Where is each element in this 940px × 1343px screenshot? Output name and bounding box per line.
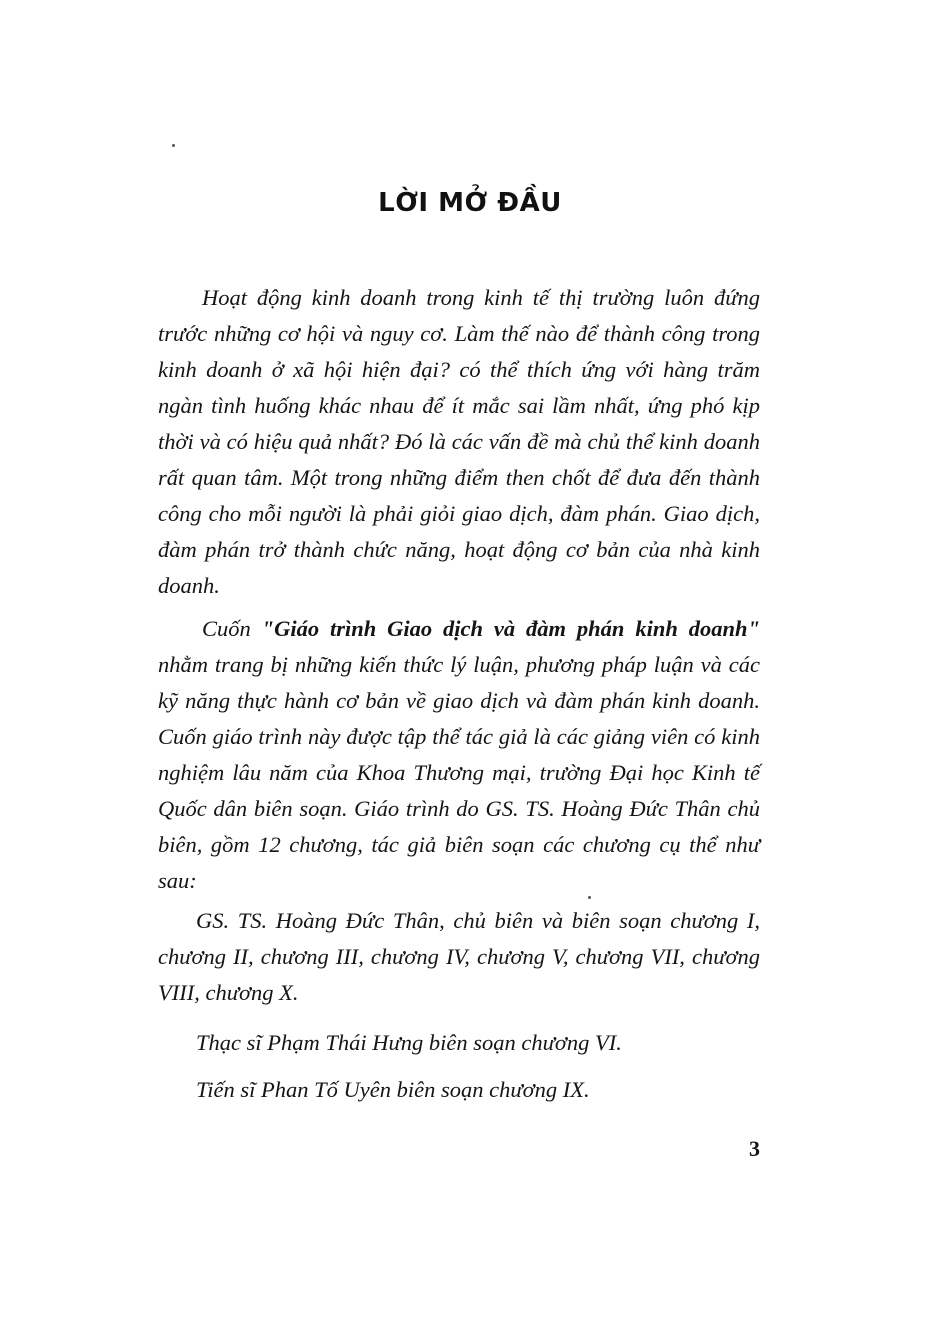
- author-entry-3: [158, 1072, 760, 1108]
- paragraph-2-text: [158, 611, 760, 899]
- scan-speck: [588, 896, 591, 899]
- paragraph-2-rest: nhằm trang bị những kiến thức lý luận, phương pháp luận và các kỹ năng thực hành cơ bản về giao dịch và đàm phán kinh doanh. Cuốn giáo trình này được tập thể tác giả là các giảng viên có kinh nghiệm lâu năm của Khoa Thương mại, trường Đại học Kinh tế Quốc dân biên soạn. Giáo trình do GS. TS. Hoàng Đức Thân chủ biên, gồm 12 chương, tác giả biên soạn các chương cụ thể như sau:: [158, 652, 760, 893]
- author-3-text: Tiến sĩ Phan Tố Uyên biên soạn chương IX.: [196, 1077, 590, 1102]
- page-number: 3: [749, 1136, 760, 1161]
- scan-speck: [172, 144, 175, 147]
- author-entry-1: [158, 903, 760, 1011]
- book-title: "Giáo trình Giao dịch và đàm phán kinh doanh": [261, 616, 760, 641]
- author-entry-2: [158, 1025, 760, 1061]
- paragraph-book-description: [158, 611, 760, 899]
- paragraph-introduction: [158, 280, 760, 604]
- paragraph-2-lead: Cuốn: [202, 616, 262, 641]
- author-2-text: Thạc sĩ Phạm Thái Hưng biên soạn chương VI.: [196, 1030, 622, 1055]
- author-1-text: GS. TS. Hoàng Đức Thân, chủ biên và biên soạn chương I, chương II, chương III, chương IV, chương V, chương VII, chương VIII, chương X.: [158, 908, 760, 1005]
- paragraph-1-text: Hoạt động kinh doanh trong kinh tế thị trường luôn đứng trước những cơ hội và nguy cơ. Làm thế nào để thành công trong kinh doanh ở xã hội hiện đại? có thể thích ứng với hàng trăm ngàn tình huống khác nhau để ít mắc sai lầm nhất, ứng phó kịp thời và có hiệu quả nhất? Đó là các vấn đề mà chủ thể kinh doanh rất quan tâm. Một trong những điểm then chốt để đưa đến thành công cho mỗi người là phải giỏi giao dịch, đàm phán. Giao dịch, đàm phán trở thành chức năng, hoạt động cơ bản của nhà kinh doanh.: [158, 285, 760, 598]
- page-title: LỜI MỞ ĐẦU: [378, 188, 562, 218]
